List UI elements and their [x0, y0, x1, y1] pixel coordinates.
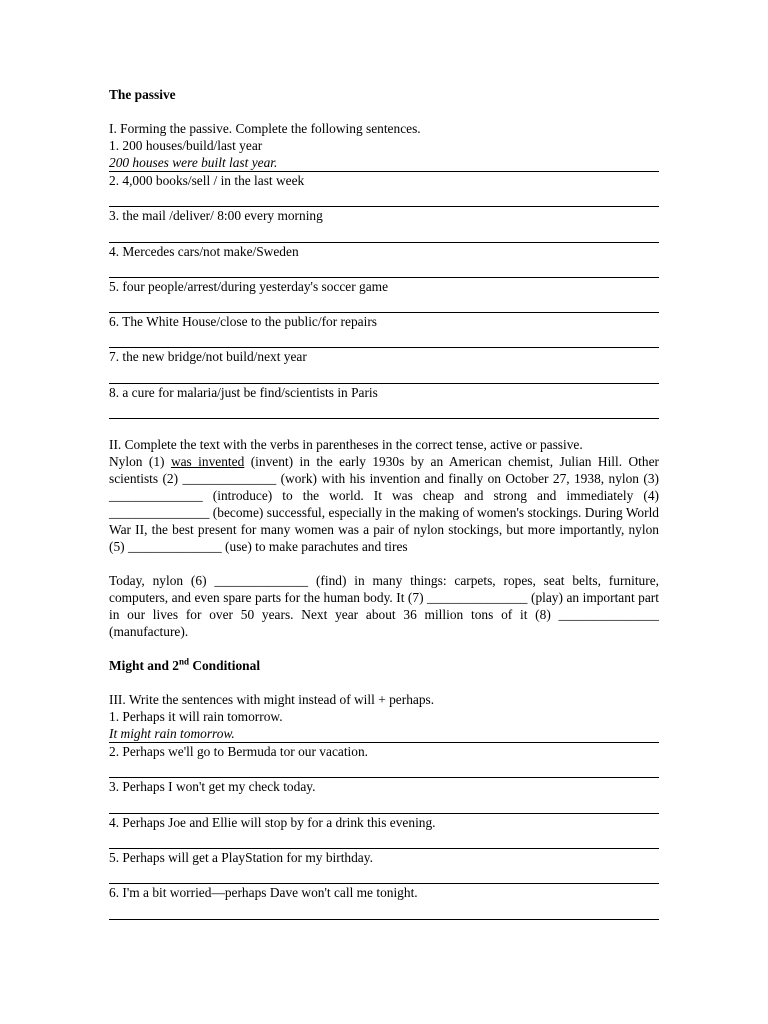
exercise-1-example-answer: 200 houses were built last year. [109, 154, 659, 172]
exercise-3-item: 5. Perhaps will get a PlayStation for my birthday. [109, 849, 659, 884]
spacer [109, 674, 659, 691]
section-title-main: Might and 2 [109, 658, 179, 674]
section-title-might [109, 657, 659, 674]
exercise-3-example-answer: It might rain tomorrow. [109, 725, 659, 743]
exercise-3-item: 4. Perhaps Joe and Ellie will stop by for a drink this evening. [109, 814, 659, 849]
section-title-passive: The passive [109, 87, 176, 102]
exercise-2-instruction: II. Complete the text with the verbs in parentheses in the correct tense, active or passive. [109, 437, 583, 453]
exercise-1-example-prompt: 1. 200 houses/build/last year [109, 138, 263, 153]
exercise-1-item: 6. The White House/close to the public/for repairs [109, 313, 659, 348]
exercise-1-instruction: I. Forming the passive. Complete the following sentences. [109, 121, 421, 136]
worksheet [109, 86, 659, 920]
section-title-superscript: nd [178, 656, 189, 667]
exercise-1-item: 7. the new bridge/not build/next year [109, 348, 659, 383]
exercise-1-item: 3. the mail /deliver/ 8:00 every morning [109, 207, 659, 242]
spacer [109, 419, 659, 436]
exercise-1-item: 4. Mercedes cars/not make/Sweden [109, 243, 659, 278]
exercise-3-item: 3. Perhaps I won't get my check today. [109, 778, 659, 813]
spacer [109, 103, 659, 120]
paragraph-1-example-answer: was invented [170, 454, 245, 470]
exercise-3-example-prompt: 1. Perhaps it will rain tomorrow. [109, 709, 283, 725]
spacer [109, 555, 659, 572]
spacer [109, 640, 659, 657]
exercise-1-item: 8. a cure for malaria/just be find/scientists in Paris [109, 384, 659, 419]
section-title-end: Conditional [188, 658, 261, 674]
exercise-1-item: 5. four people/arrest/during yesterday's soccer game [109, 278, 659, 313]
exercise-2-paragraph-1 [109, 453, 659, 555]
exercise-3-instruction: III. Write the sentences with might instead of will + perhaps. [109, 692, 435, 708]
paragraph-1-start: Nylon (1) [109, 454, 171, 470]
exercise-3-item: 6. I'm a bit worried—perhaps Dave won't call me tonight. [109, 884, 659, 919]
paragraph-1-rest: (invent) in the early 1930s by an American chemist, Julian Hill. Other scientists (2) ______________ (work) with his invention and finally on October 27, 1938, nylon (3) ______________ (introduce) to the world. It was cheap and strong and immediately (4) _______________ (become) successful, especially in the making of women's stockings. During World War II, the best present for many women was a pair of nylon stockings, but more importantly, nylon (5) ______________ (use) to make parachutes and tires [109, 454, 659, 555]
exercise-2-paragraph-2: Today, nylon (6) ______________ (find) in many things: carpets, ropes, seat belts, furniture, computers, and even spare parts for the human body. It (7) _______________ (play) an important part in our lives for over 50 years. Next year about 36 million tons of it (8) _______________ (manufacture). [109, 573, 659, 640]
exercise-3-item: 2. Perhaps we'll go to Bermuda tor our vacation. [109, 743, 659, 778]
exercise-1-item: 2. 4,000 books/sell / in the last week [109, 172, 659, 207]
